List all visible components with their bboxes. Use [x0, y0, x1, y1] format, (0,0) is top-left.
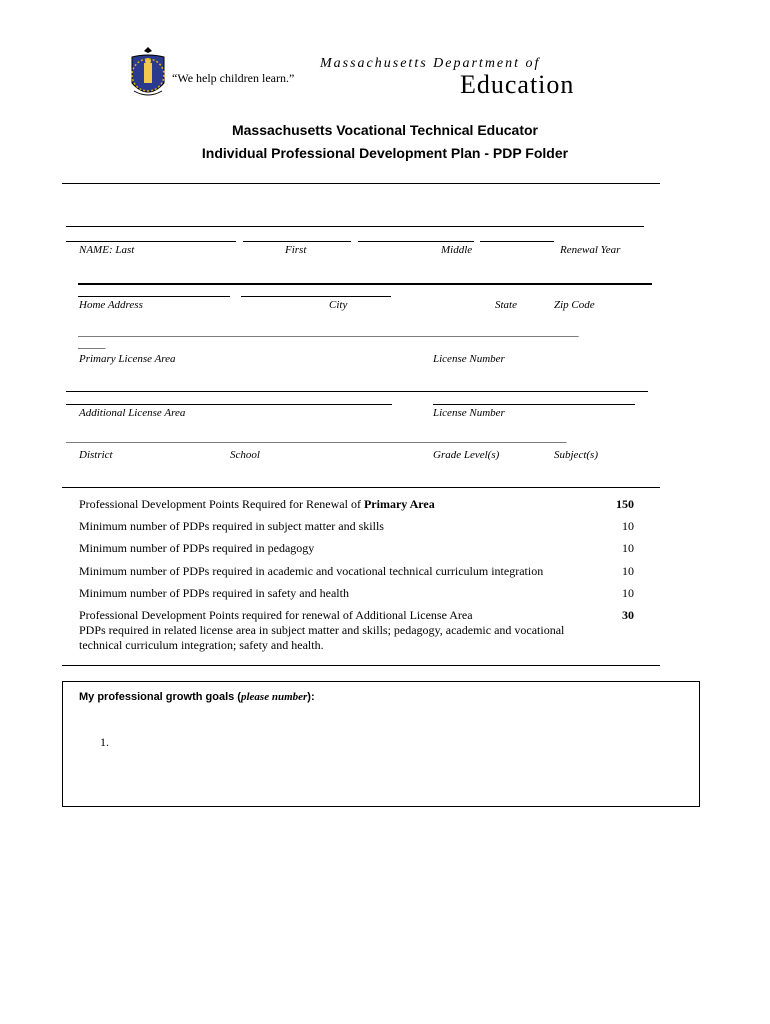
department-education: Education	[460, 70, 575, 99]
pdp-row-value: 10	[622, 564, 634, 578]
additional-area-line3: technical curriculum integration; safety and health.	[79, 638, 324, 652]
primary-area-value: 150	[616, 497, 634, 511]
additional-area-line2: PDPs required in related license area in subject matter and skills; pedagogy, academic and vocational	[79, 623, 565, 637]
label-license-number-2: License Number	[433, 407, 505, 419]
form-subtitle: Individual Professional Development Plan - PDP Folder	[201, 145, 569, 161]
motto-text: “We help children learn.”	[172, 71, 295, 85]
state-seal-logo	[128, 45, 168, 103]
last-name-field[interactable]	[66, 241, 236, 242]
label-last-name: NAME: Last	[79, 244, 135, 256]
divider	[62, 487, 660, 488]
goals-heading	[79, 691, 315, 703]
label-additional-license-area: Additional License Area	[79, 407, 186, 419]
professional-goals-box[interactable]	[62, 681, 700, 807]
pdp-row-label: Minimum number of PDPs required in safety and health	[79, 586, 349, 600]
label-zip-code: Zip Code	[554, 299, 595, 311]
primary-area-requirement	[79, 497, 435, 512]
divider	[62, 183, 660, 184]
label-first: First	[285, 244, 307, 256]
goals-heading-italic: please number	[240, 691, 308, 703]
pdp-row-value: 10	[622, 586, 634, 600]
renewal-year-field[interactable]	[480, 241, 554, 242]
additional-license-field[interactable]	[66, 404, 392, 405]
label-license-number-1: License Number	[433, 353, 505, 365]
label-district: District	[79, 449, 113, 461]
additional-area-value: 30	[622, 608, 634, 622]
goals-heading-bold: My professional growth goals	[79, 691, 235, 703]
divider	[62, 665, 660, 666]
primary-area-bold: Primary Area	[363, 497, 435, 511]
label-primary-license-area: Primary License Area	[79, 353, 176, 365]
district-school-field[interactable]: ___________________________________________________________________________________________	[66, 432, 567, 444]
goals-heading-close: ):	[307, 691, 315, 703]
department-name: Massachusetts Department of	[320, 56, 541, 71]
label-state: State	[495, 299, 517, 311]
primary-area-label: Professional Development Points Required for Renewal of	[79, 497, 364, 511]
license-number-2-field[interactable]	[433, 404, 635, 405]
goals-heading-paren: (	[234, 691, 241, 703]
city-field[interactable]	[241, 296, 391, 297]
label-subjects: Subject(s)	[554, 449, 598, 461]
pdp-row-label: Minimum number of PDPs required in academic and vocational technical curriculum integration	[79, 564, 544, 578]
label-school: School	[230, 449, 260, 461]
first-name-field[interactable]	[243, 241, 351, 242]
label-middle: Middle	[441, 244, 473, 256]
label-home-address: Home Address	[79, 299, 143, 311]
primary-license-field[interactable]: ___________________________________________________________________________________________	[78, 326, 579, 338]
label-grade-levels: Grade Level(s)	[433, 449, 500, 461]
additional-area-line1: Professional Development Points required for renewal of Additional License Area	[79, 608, 473, 622]
pdp-row-value: 10	[622, 541, 634, 555]
label-renewal-year: Renewal Year	[560, 244, 621, 256]
additional-license-line-full	[66, 391, 648, 392]
label-city: City	[329, 299, 348, 311]
name-line-full	[66, 226, 644, 227]
primary-license-field-tail: _____	[78, 338, 106, 350]
pdp-row-value: 10	[622, 519, 634, 533]
address-line-full	[78, 283, 652, 285]
middle-name-field[interactable]	[358, 241, 474, 242]
pdp-row-label: Minimum number of PDPs required in pedagogy	[79, 541, 315, 555]
form-title: Massachusetts Vocational Technical Educator	[231, 122, 539, 138]
home-address-field[interactable]	[78, 296, 230, 297]
pdp-row-label: Minimum number of PDPs required in subject matter and skills	[79, 519, 384, 533]
goal-item-1[interactable]: 1.	[100, 735, 109, 749]
